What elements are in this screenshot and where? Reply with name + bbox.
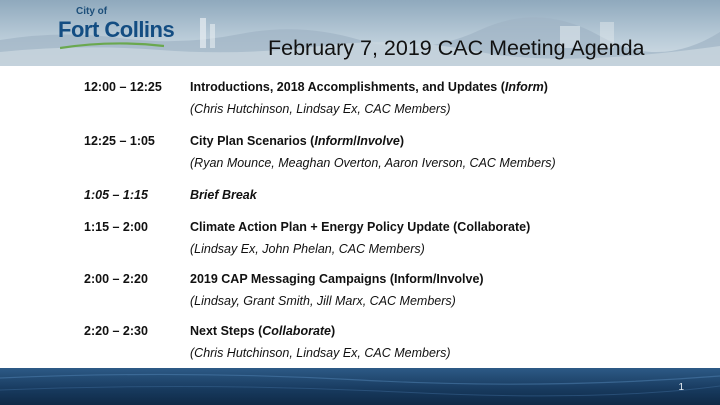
agenda-topic: City Plan Scenarios (Inform/Involve) <box>190 134 404 148</box>
agenda-presenters: (Chris Hutchinson, Lindsay Ex, CAC Members) <box>190 346 451 360</box>
agenda-time: 1:05 – 1:15 <box>84 188 148 202</box>
agenda-topic: Brief Break <box>190 188 257 202</box>
footer-bar <box>0 368 720 405</box>
city-logo <box>58 6 175 56</box>
agenda-topic: 2019 CAP Messaging Campaigns (Inform/Involve) <box>190 272 484 286</box>
agenda-time: 1:15 – 2:00 <box>84 220 148 234</box>
agenda-time: 2:20 – 2:30 <box>84 324 148 338</box>
title-divider <box>0 66 720 68</box>
agenda-time: 2:00 – 2:20 <box>84 272 148 286</box>
agenda-presenters: (Ryan Mounce, Meaghan Overton, Aaron Iverson, CAC Members) <box>190 156 556 170</box>
agenda-presenters: (Lindsay Ex, John Phelan, CAC Members) <box>190 242 425 256</box>
agenda-presenters: (Chris Hutchinson, Lindsay Ex, CAC Members) <box>190 102 451 116</box>
logo-city-of: City of <box>76 6 108 17</box>
header-banner <box>0 0 720 68</box>
page-number: 1 <box>678 382 684 393</box>
agenda-topic: Introductions, 2018 Accomplishments, and Updates (Inform) <box>190 80 548 94</box>
agenda-topic: Next Steps (Collaborate) <box>190 324 336 338</box>
footer-texture <box>0 368 720 405</box>
agenda-topic: Climate Action Plan + Energy Policy Update (Collaborate) <box>190 220 531 234</box>
agenda-time: 12:25 – 1:05 <box>84 134 155 148</box>
agenda-presenters: (Lindsay, Grant Smith, Jill Marx, CAC Members) <box>190 294 456 308</box>
logo-name: Fort Collins <box>58 17 175 42</box>
agenda-time: 12:00 – 12:25 <box>84 80 162 94</box>
page-title: February 7, 2019 CAC Meeting Agenda <box>268 36 645 60</box>
logo-swoosh-icon <box>60 42 164 50</box>
